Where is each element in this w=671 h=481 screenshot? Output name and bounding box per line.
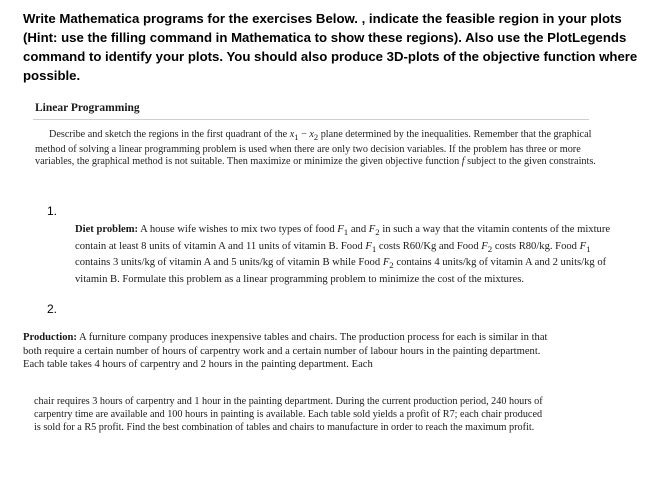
assignment-instructions: Write Mathematica programs for the exercises Below. , indicate the feasible region in your plots (Hint: use the filling command in Mathematica to show these regions). Also use the PlotLegends command to identify your plots. You should also produce 3D-plots of the objective function where possible. xyxy=(23,11,638,83)
production-problem-continued: chair requires 3 hours of carpentry and 1 hour in the painting department. During the current production period, 240 hours of carpentry time are available and 100 hours in painting is available. Each table sold yields a profit of R7; each chair produced is sold for a R5 profit. Find the best combination of tables and chairs to manufacture in order to reach the maximum profit. xyxy=(34,396,543,433)
section-divider xyxy=(33,119,589,120)
section-title: Linear Programming xyxy=(35,102,140,114)
production-problem-text: Production: A furniture company produces inexpensive tables and chairs. The production process for each is similar in that both require a certain number of hours of carpentry work and a certain number of labour hours in the painting department. Each table takes 4 hours of carpentry and 2 hours in the painting department. Each xyxy=(23,332,548,371)
section-description: Describe and sketch the regions in the first quadrant of the $x_1 - x_2$ plane determined by the inequalities. Remember that the graphical method of solving a linear programming problem is used when there are only two decision variables. If the problem has three or more variables, the graphical method is not suitable. Then maximize or minimize the given objective function f subject to the given constraints. xyxy=(35,129,596,168)
problem-number-2: 2. xyxy=(47,302,58,316)
diet-problem-text: Diet problem: A house wife wishes to mix two types of food $F_1$ and $F_2$ in such a way that the vitamin contents of the mixture contain at least 8 units of vitamin A and 11 units of vitamin B. Food $F_1$ costs R60/Kg and Food $F_2$ costs R80/kg. Food $F_1$ contains 3 units/kg of vitamin A and 5 units/kg of vitamin B while Food $F_2$ contains 4 units/kg of vitamin A and 2 units/kg of vitamin B. Formulate this problem as a linear programming problem to minimize the cost of the mixtures. xyxy=(75,224,611,285)
problem-number-1: 1. xyxy=(47,204,58,218)
